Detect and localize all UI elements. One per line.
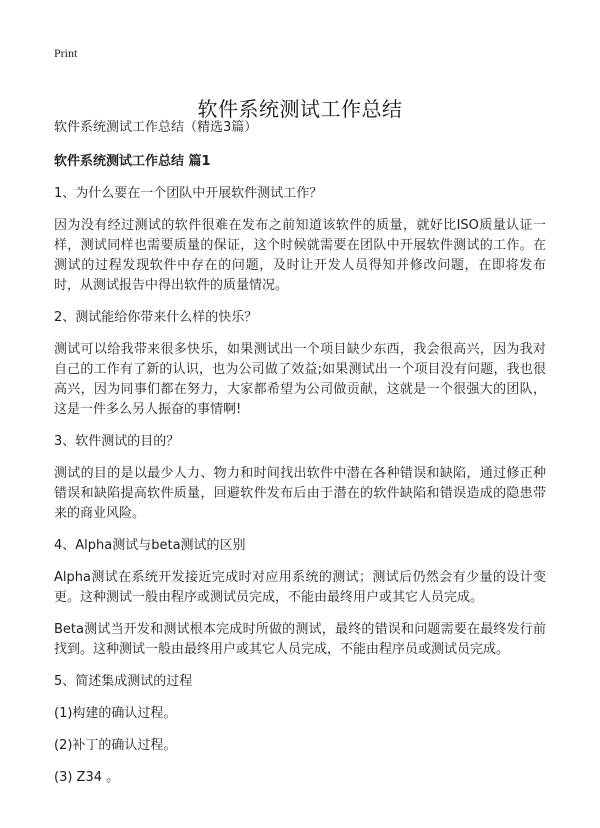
list-item-3: (3) Z34 。	[54, 770, 120, 785]
list-item-2: (2)补丁的确认过程。	[54, 738, 177, 753]
answer-1: 因为没有经过测试的软件很难在发布之前知道该软件的质量，就好比ISO质量认证一样，测试同样也需要质量的保证，这个时候就需要在团队中开展软件测试的工作。在测试的过程发现软件中存在的问题，及时让开发人员得知并修改问题，在即将发布时，从测试报告中得出软件的质量情况。	[54, 218, 546, 293]
page-title: 软件系统测试工作总结	[197, 97, 403, 122]
answer-4a: Alpha测试在系统开发接近完成时对应用系统的测试；测试后仍然会有少量的设计变更。这种测试一般由程序或测试员完成，不能由最终用户或其它人员完成。	[54, 570, 546, 605]
subtitle: 软件系统测试工作总结（精选3篇）	[54, 120, 258, 135]
question-4: 4、Alpha测试与beta测试的区别	[54, 538, 246, 553]
answer-2: 测试可以给我带来很多快乐，如果测试出一个项目缺少东西，我会很高兴，因为我对自己的工作有了新的认识，也为公司做了效益;如果测试出一个项目没有问题，我也很高兴，因为同事们都在努力，大家都希望为公司做贡献，这就是一个很强大的团队，这是一件多么另人振奋的事情啊!	[54, 342, 546, 417]
question-2: 2、测试能给你带来什么样的快乐？	[54, 310, 258, 325]
list-item-1: (1)构建的确认过程。	[54, 706, 177, 721]
question-3: 3、软件测试的目的？	[54, 434, 180, 449]
section-heading: 软件系统测试工作总结 篇1	[54, 154, 211, 169]
question-1: 1、为什么要在一个团队中开展软件测试工作？	[54, 186, 323, 201]
answer-4b: Beta测试当开发和测试根本完成时所做的测试，最终的错误和问题需要在最终发行前找到。这种测试一般由最终用户或其它人员完成，不能由程序员或测试员完成。	[54, 622, 546, 657]
print-label: Print	[54, 46, 78, 60]
answer-3: 测试的目的是以最少人力、物力和时间找出软件中潜在各种错误和缺陷，通过修正种错误和缺陷提高软件质量，回避软件发布后由于潜在的软件缺陷和错误造成的隐患带来的商业风险。	[54, 466, 546, 521]
document-body	[54, 118, 546, 800]
question-5: 5、简述集成测试的过程	[54, 674, 193, 689]
